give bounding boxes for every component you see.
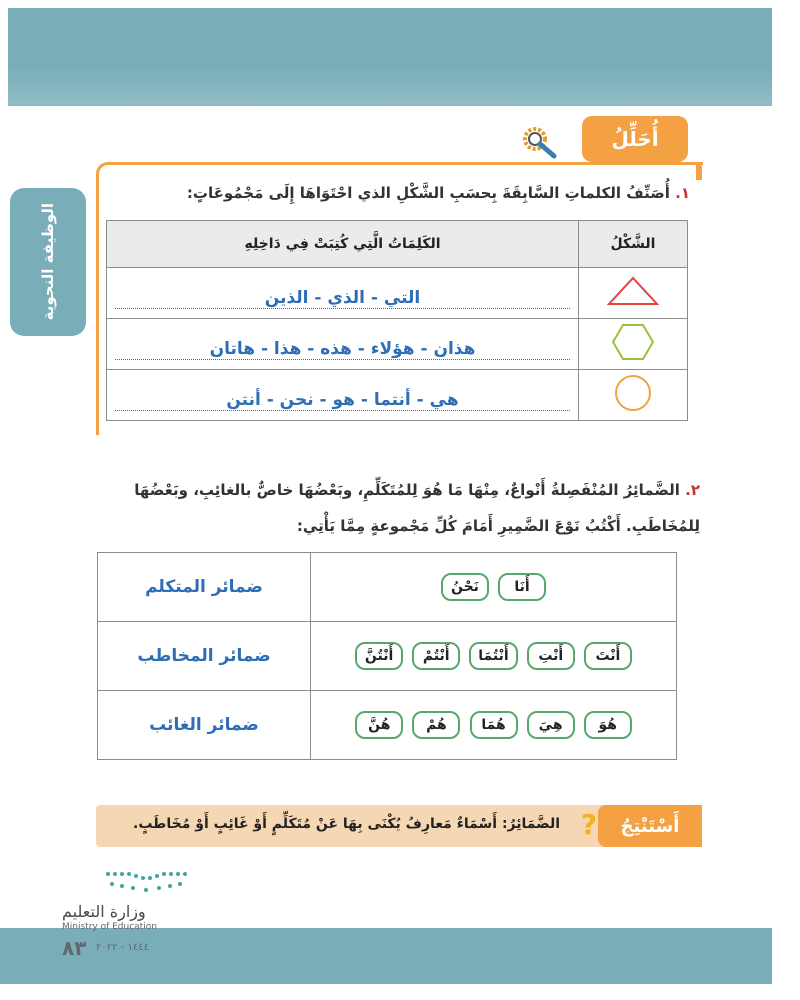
svg-text:?: ?: [580, 808, 598, 841]
pronouns-cell: [311, 622, 677, 691]
table-row: [107, 370, 688, 421]
pronouns-table: [97, 552, 677, 760]
question-2-text: الضَّمائِرُ المُنْفَصِلةُ أَنْواعٌ، مِنْهَا مَا هُوَ لِلمُتَكَلِّمِ، وبَعْضُهَا خاصٌّ بالغائِبِ، وبَعْضُهَا لِلمُخَاطَبِ. أَكْتُبُ نَوْعَ الضَّمِيرِ أَمَامَ كُلِّ مَجْموعةٍ مِمَّا يَأْتِي:: [134, 481, 700, 535]
answer-text: التي - الذي - الذين: [264, 288, 421, 308]
question-1-text: أُصَنِّفُ الكلماتِ السَّابِقَةَ بِحسَبِ الشَّكْلِ الذي احْتَوَاهَا إِلَى مَجْمُوعَاتٍ:: [186, 184, 670, 202]
dotted-line: [115, 359, 570, 360]
page-number: ٨٣: [62, 936, 87, 960]
words-cell: [107, 268, 579, 319]
pronoun-pill: هُوَ: [584, 711, 632, 739]
question-mark-icon: [578, 808, 600, 844]
analyze-label: أُحَلِّلُ: [582, 116, 688, 162]
answer-text: هذان - هؤلاء - هذه - هذا - هاتان: [209, 339, 476, 359]
table-row: [107, 268, 688, 319]
ministry-name-en: Ministry of Education: [62, 922, 157, 932]
pronoun-pill: أَنْتَ: [584, 642, 632, 670]
pronouns-cell: [311, 691, 677, 760]
pronoun-pill: أَنْتُمْ: [412, 642, 460, 670]
category-cell: ضمائر المخاطب: [98, 622, 311, 691]
table-row: [107, 319, 688, 370]
footer-band: [0, 928, 772, 984]
conclude-text: الضَّمَائِرُ: أَسْمَاءٌ مَعارِفُ يُكْنَى بِهَا عَنْ مُتَكَلِّمٍ أَوْ غَائِبٍ أَوْ مُخَاطَبٍ.: [133, 816, 560, 832]
table-row: [98, 622, 677, 691]
triangle-icon: [605, 274, 661, 308]
pronoun-pill: هُمْ: [412, 711, 460, 739]
table-row: [98, 691, 677, 760]
header-words: الكَلِمَاتُ الَّتِي كُتِبَتْ فِي دَاخِلِهِ: [107, 221, 579, 268]
question-1: [187, 184, 690, 202]
words-cell: [107, 319, 579, 370]
shape-cell: [579, 268, 688, 319]
header-band: [8, 8, 772, 106]
side-tab-label: الوظيفة النحوية: [39, 203, 57, 321]
hexagon-icon: [609, 322, 657, 362]
pronouns-cell: [311, 553, 677, 622]
pronoun-pill: أَنْتُمَا: [469, 642, 517, 670]
ministry-name-ar: وزارة التعليم: [62, 902, 146, 921]
edition-year: ١٤٤٤ - ٢٠٢٢: [96, 942, 149, 953]
ministry-logo-icon: [100, 866, 192, 898]
circle-icon: [613, 373, 653, 413]
category-cell: ضمائر الغائب: [98, 691, 311, 760]
answer-text: هي - أنتما - هو - نحن - أنتن: [226, 390, 459, 410]
shape-cell: [579, 319, 688, 370]
shapes-table: [106, 220, 688, 421]
table-row: [98, 553, 677, 622]
section-frame-corner: [696, 162, 702, 180]
words-cell: [107, 370, 579, 421]
category-cell: ضمائر المتكلم: [98, 553, 311, 622]
magnifier-gear-icon: [520, 124, 560, 160]
dotted-line: [115, 410, 570, 411]
side-tab: [10, 188, 86, 336]
question-1-number: ١.: [675, 184, 690, 202]
pronoun-pill: أَنَا: [498, 573, 546, 601]
question-2: [100, 472, 700, 544]
pronoun-pill: هِيَ: [527, 711, 575, 739]
pronoun-pill: أَنْتِ: [527, 642, 575, 670]
conclude-label: أَسْتَنْتِجُ: [598, 805, 702, 847]
shape-cell: [579, 370, 688, 421]
header-shape: الشَّكْلُ: [579, 221, 688, 268]
question-2-number: ٢.: [685, 481, 700, 499]
pronoun-pill: أَنْتُنَّ: [355, 642, 403, 670]
pronoun-pill: هُمَا: [470, 711, 518, 739]
dotted-line: [115, 308, 570, 309]
pronoun-pill: هُنَّ: [355, 711, 403, 739]
pronoun-pill: نَحْنُ: [441, 573, 489, 601]
